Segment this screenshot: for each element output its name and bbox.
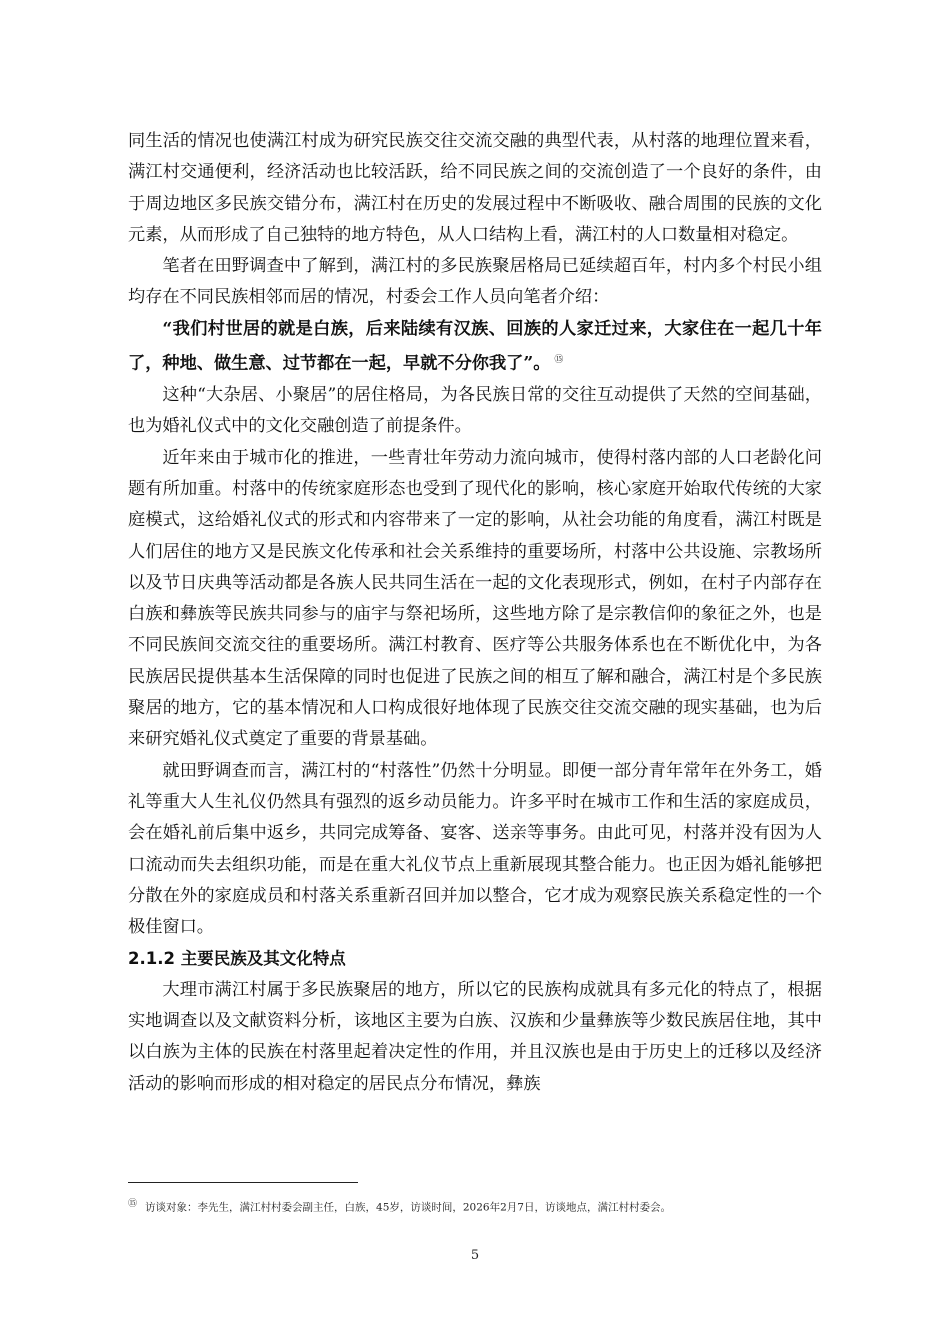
page-number: 5 [470,1248,480,1263]
footnote-divider [128,1182,358,1183]
quote-text: “我们村世居的就是白族，后来陆续有汉族、回族的人家迁过来，大家住在一起几十年了，种地、做生意、过节都在一起，早就不分你我了”。 [128,318,822,374]
paragraph-ethnic-groups: 大理市满江村属于多民族聚居的地方，所以它的民族构成就具有多元化的特点了，根据实地调查以及文献资料分析，该地区主要为白族、汉族和少量彝族等少数民族居住地，其中以白族为主体的民族在村落里起着决定性的作用，并且汉族也是由于历史上的迁移以及经济活动的影响而形成的相对稳定的居民点分布情况，彝族 [128,979,822,1094]
section-heading: 2.1.2 主要民族及其文化特点 [128,949,346,969]
footnote-reference[interactable]: ⑮ [554,355,564,366]
paragraph-village-character: 就田野调查而言，满江村的“村落性”仍然十分明显。即便一部分青年常年在外务工，婚礼等重大人生礼仪仍然具有强烈的返乡动员能力。许多平时在城市工作和生活的家庭成员，会在婚礼前后集中返乡，共同完成筹备、宴客、送亲等事务。由此可见，村落并没有因为人口流动而失去组织功能，而是在重大礼仪节点上重新展现其整合能力。也正因为婚礼能够把分散在外的家庭成员和村落关系重新召回并加以整合，它才成为观察民族关系稳定性的一个极佳窗口。 [128,760,822,938]
paragraph-continued: 同生活的情况也使满江村成为研究民族交往交流交融的典型代表，从村落的地理位置来看，满江村交通便利，经济活动也比较活跃，给不同民族之间的交流创造了一个良好的条件，由于周边地区多民族交错分布，满江村在历史的发展过程中不断吸收、融合周围的民族的文化元素，从而形成了自己独特的地方特色，从人口结构上看，满江村的人口数量相对稳定。 [128,131,822,245]
paragraph-urbanization: 近年来由于城市化的推进，一些青壮年劳动力流向城市，使得村落内部的人口老龄化问题有所加重。村落中的传统家庭形态也受到了现代化的影响，核心家庭开始取代传统的大家庭模式，这给婚礼仪式的形式和内容带来了一定的影响，从社会功能的角度看，满江村既是人们居住的地方又是民族文化传承和社会关系维持的重要场所，村落中公共设施、宗教场所以及节日庆典等活动都是各族人民共同生活在一起的文化表现形式，例如，在村子内部存在白族和彝族等民族共同参与的庙宇与祭祀场所，这些地方除了是宗教信仰的象征之外，也是不同民族间交流交往的重要场所。满江村教育、医疗等公共服务体系也在不断优化中，为各民族居民提供基本生活保障的同时也促进了民族之间的相互了解和融合，满江村是个多民族聚居的地方，它的基本情况和人口构成很好地体现了民族交往交流交融的现实基础，也为后来研究婚礼仪式奠定了重要的背景基础。 [128,447,822,750]
paragraph-settlement-pattern: 这种“大杂居、小聚居”的居住格局，为各民族日常的交往互动提供了天然的空间基础，也为婚礼仪式中的文化交融创造了前提条件。 [128,385,822,437]
footnote [128,1196,828,1216]
interview-quote [128,314,822,380]
body-text [128,126,822,1100]
footnote-mark: ⑮ [128,1199,138,1209]
paragraph-fieldwork-intro: 笔者在田野调查中了解到，满江村的多民族聚居格局已延续超百年，村内多个村民小组均存在不同民族相邻而居的情况，村委会工作人员向笔者介绍： [128,256,822,308]
footnote-text: 访谈对象：李先生，满江村村委会副主任，白族，45岁，访谈时间，2026年2月7日，访谈地点，满江村村委会。 [145,1201,671,1214]
